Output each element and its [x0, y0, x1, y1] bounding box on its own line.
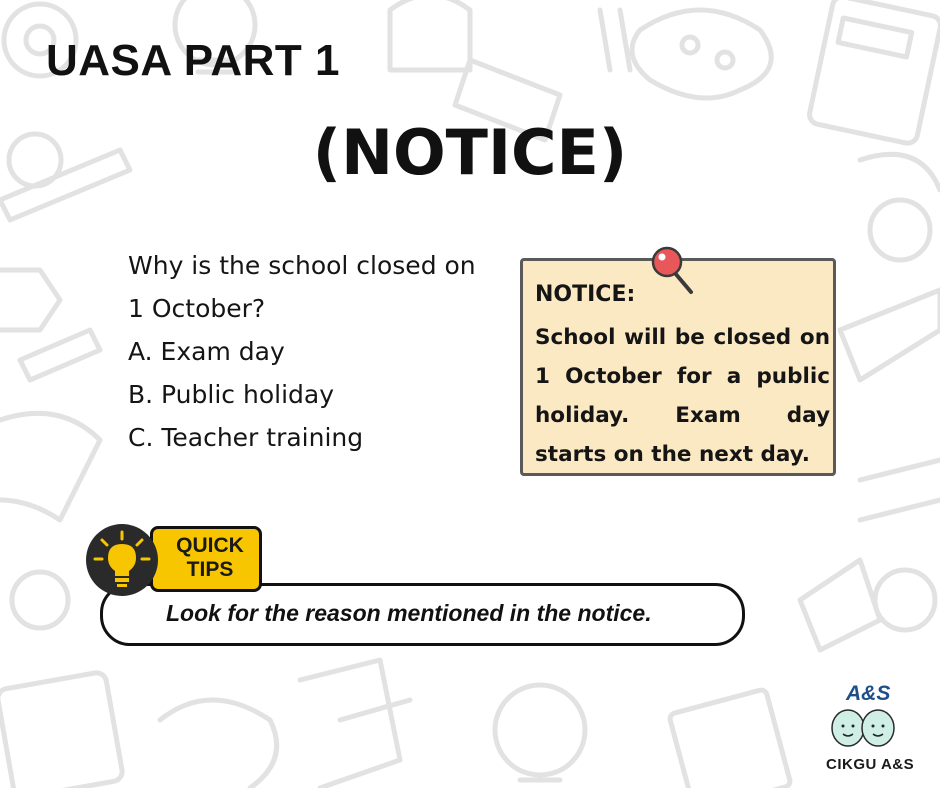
- pushpin-icon: [645, 244, 705, 304]
- answer-option-a: A. Exam day: [128, 337, 285, 366]
- brand-logo-icon: [822, 706, 902, 750]
- question-stem-line2: 1 October?: [128, 294, 266, 323]
- lightbulb-icon: [86, 524, 158, 596]
- answer-option-c: C. Teacher training: [128, 423, 364, 452]
- question-block: [128, 244, 518, 459]
- tips-text: Look for the reason mentioned in the notice.: [166, 600, 652, 626]
- header-title: UASA PART 1: [46, 36, 340, 85]
- notice-body: School will be closed on 1 October for a public holiday. Exam day starts on the next day.: [535, 325, 830, 467]
- quick-tips-label-line2: TIPS: [186, 558, 234, 581]
- quick-tips-label: [162, 534, 258, 582]
- brand-name: CIKGU A&S: [826, 756, 915, 773]
- page-title: (NOTICE): [312, 116, 628, 189]
- answer-option-b: B. Public holiday: [128, 380, 334, 409]
- quick-tips-label-line1: QUICK: [176, 534, 244, 557]
- notice-heading: NOTICE:: [535, 282, 636, 307]
- brand-logo-mark: A&S: [846, 682, 891, 705]
- question-stem-line1: Why is the school closed on: [128, 251, 476, 280]
